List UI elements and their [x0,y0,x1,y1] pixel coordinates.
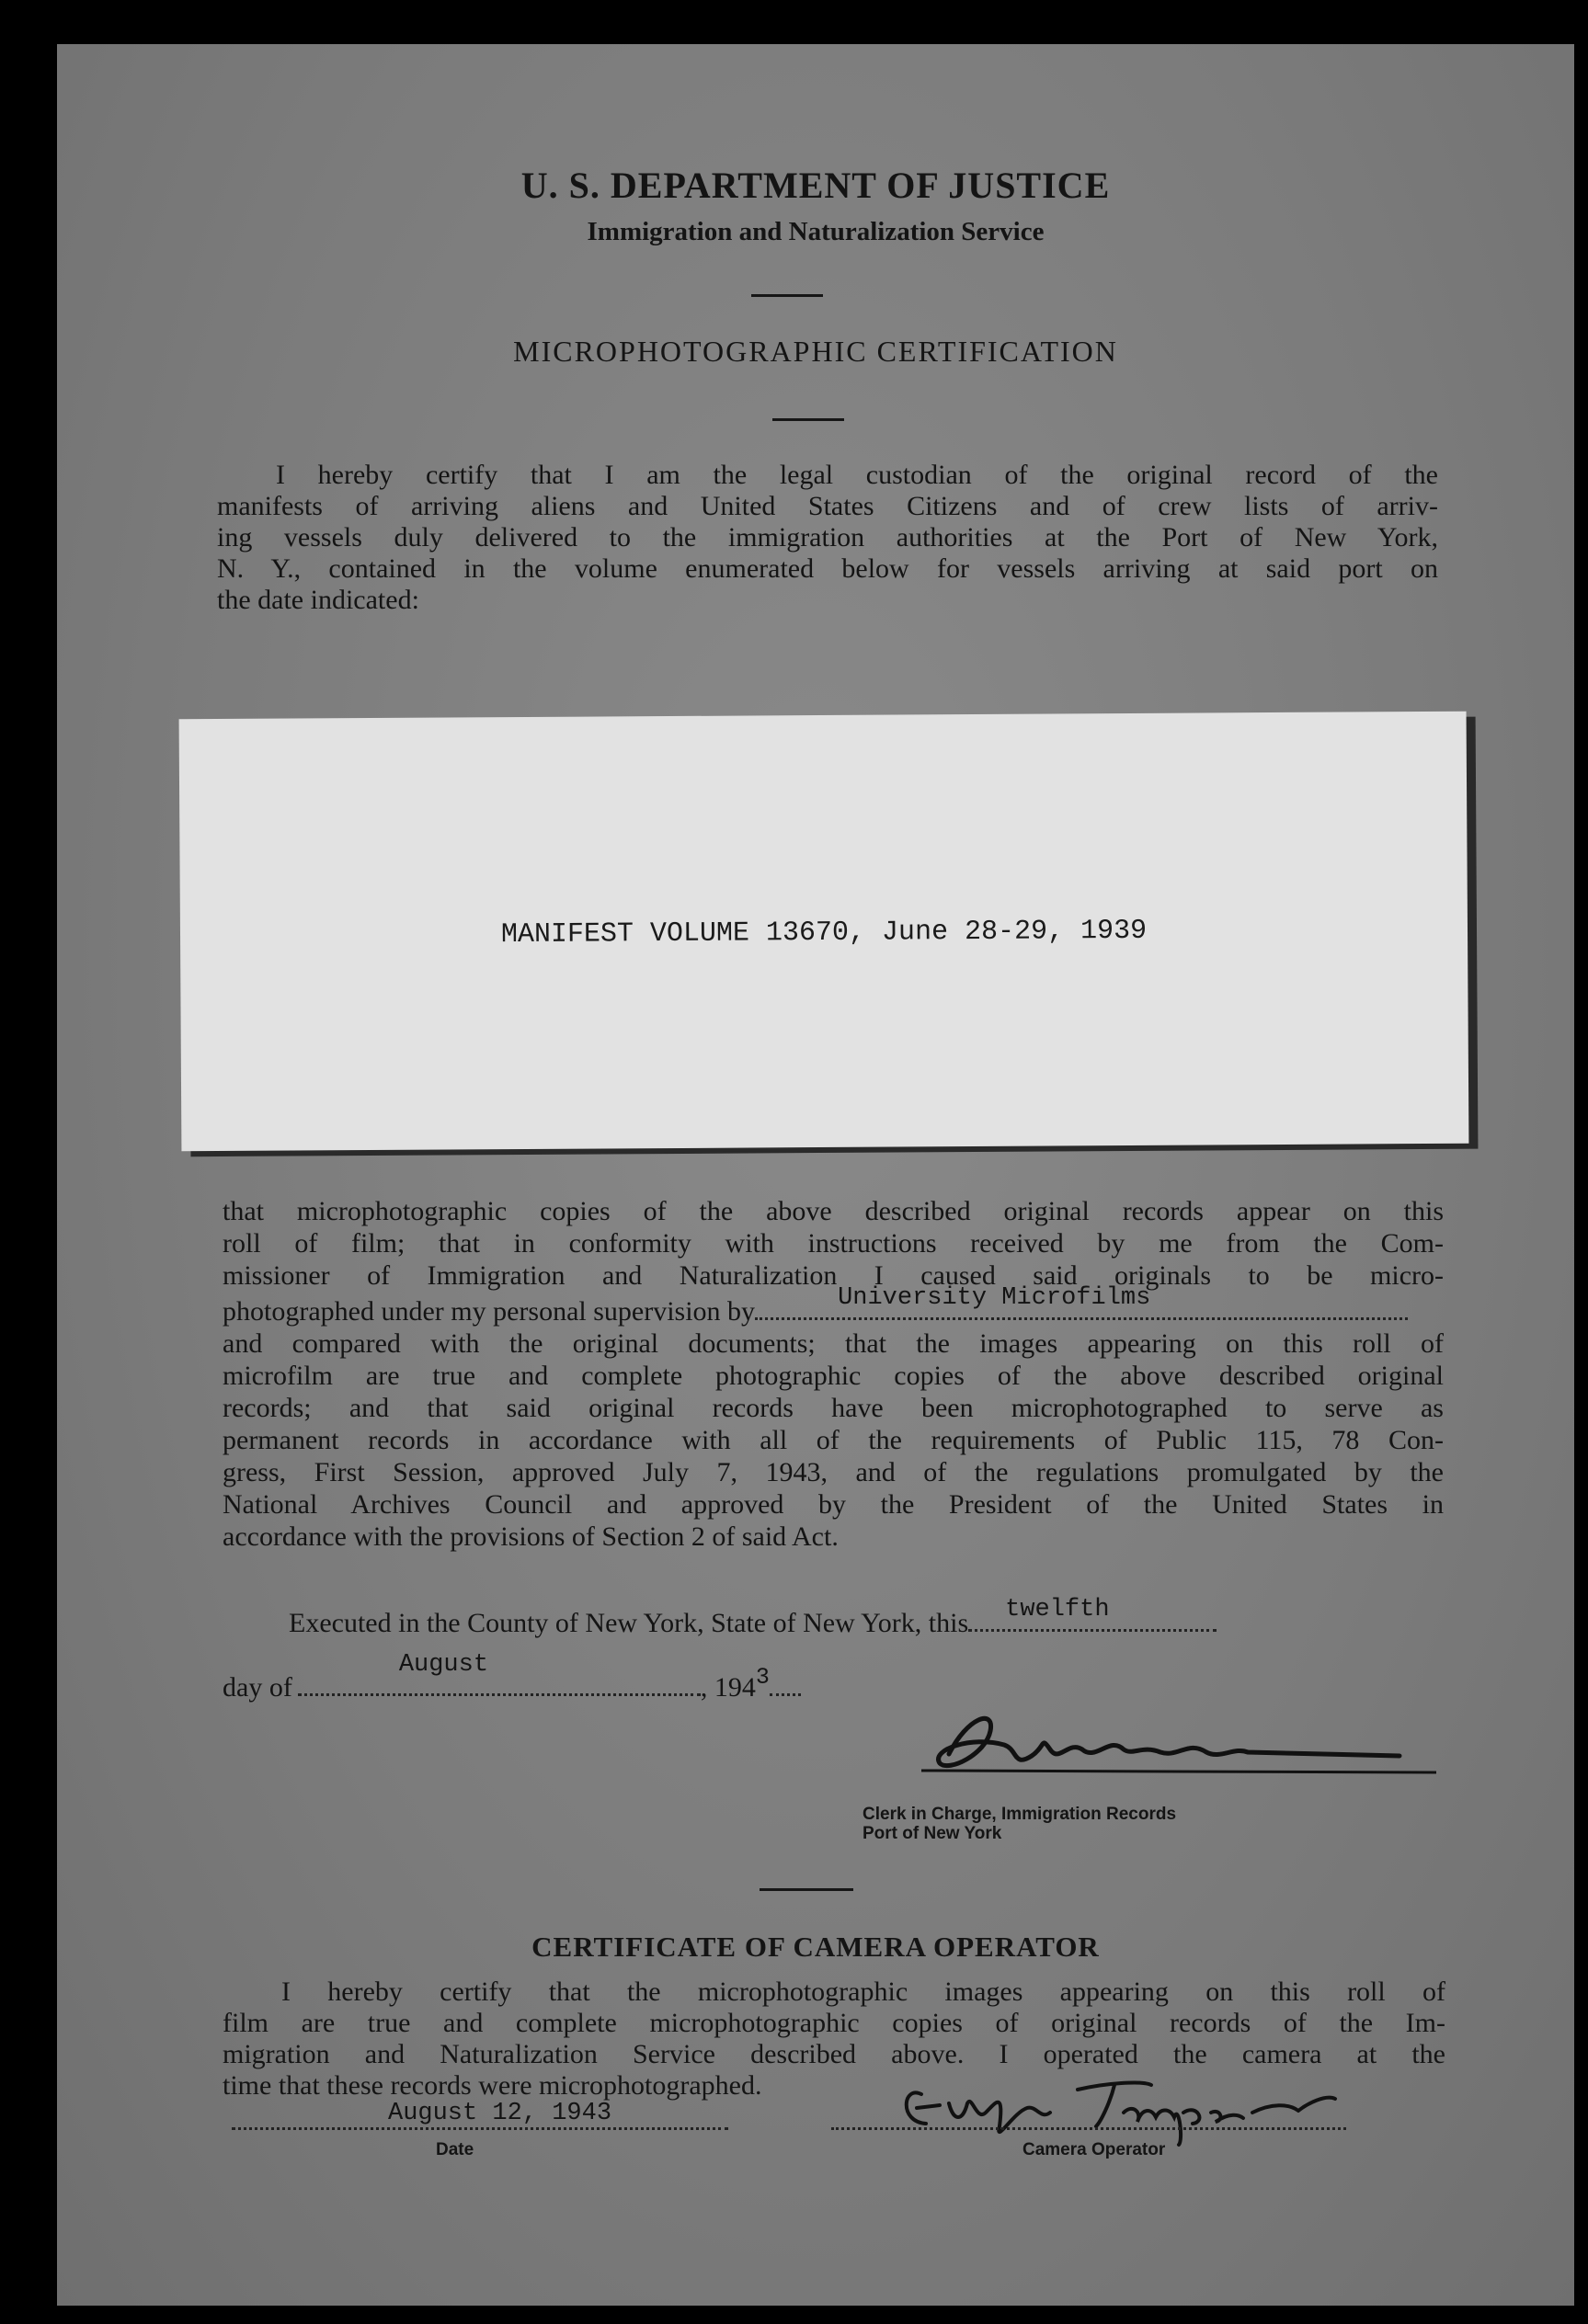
camera-line: time that these records were microphotographed. [223,2070,762,2101]
body-line: permanent records in accordance with all of the requirements of Public 115, 78 Con- [223,1425,1444,1455]
intro-line: ing vessels duly delivered to the immigration authorities at the Port of New York, [217,522,1438,553]
operator-label: Camera Operator [1022,2140,1166,2159]
body-line: records; and that said original records have been microphotographed to serve as [223,1393,1444,1423]
manifest-card [179,712,1469,1152]
clerk-title-line2: Port of New York [863,1824,1002,1843]
body-line: and compared with the original documents; that the images appearing on this roll of [223,1328,1444,1359]
executed-day: twelfth [1005,1596,1110,1623]
body-paragraph [223,1195,1444,1553]
operator-blank [831,2127,1346,2130]
day-of-label: day of [223,1672,292,1703]
date-label: Date [436,2140,474,2159]
day-blank [968,1596,1217,1632]
camera-line: I hereby certify that the microphotographic images appearing on this roll of [281,1977,1445,2007]
body-line: that microphotographic copies of the above described original records appear on this [223,1196,1444,1226]
body-line: accordance with the provisions of Section 2 of said Act. [223,1521,839,1552]
microfilm-company: University Microfilms [838,1284,1151,1312]
camera-heading: CERTIFICATE OF CAMERA OPERATOR [531,1931,1100,1963]
supervision-blank [755,1284,1408,1320]
certification-title: MICROPHOTOGRAPHIC CERTIFICATION [513,335,1118,368]
header-divider [751,294,823,297]
intro-line: N. Y., contained in the volume enumerated below for vessels arriving at said port on [217,553,1438,584]
supervision-prefix: photographed under my personal supervision by [223,1296,756,1327]
body-line: missioner of Immigration and Naturalization I caused said originals to be micro- [223,1260,1444,1291]
executed-prefix: Executed in the County of New York, State of New York, this [289,1608,969,1638]
camera-divider [760,1888,853,1891]
camera-operator-signature [866,2057,1381,2149]
clerk-signature [885,1699,1473,1800]
title-divider [772,418,844,421]
year-digit: 3 [755,1664,770,1691]
clerk-title-line1: Clerk in Charge, Immigration Records [863,1805,1177,1824]
body-line: gress, First Session, approved July 7, 1943, and of the regulations promulgated by the [223,1457,1444,1487]
camera-line: film are true and complete microphotographic copies of original records of the Im- [223,2008,1445,2038]
intro-line: I hereby certify that I am the legal custodian of the original record of the [276,460,1438,490]
manifest-volume-text: MANIFEST VOLUME 13670, June 28-29, 1939 [500,915,1148,951]
executed-line [289,1596,1217,1639]
service-subheading: Immigration and Naturalization Service [587,217,1045,246]
body-line: roll of film; that in conformity with instructions received by me from the Com- [223,1228,1444,1259]
body-line: National Archives Council and approved by the President of the United States in [223,1489,1444,1520]
intro-line: the date indicated: [217,585,419,615]
certificate-sheet [57,44,1574,2306]
camera-line: migration and Naturalization Service described above. I operated the camera at the [223,2039,1445,2069]
month-blank [298,1651,701,1696]
year-blank [770,1669,801,1696]
clerk-title [863,1805,1176,1843]
body-line: microfilm are true and complete photographic copies of the above described original [223,1361,1444,1391]
year-prefix: , 194 [700,1672,756,1703]
department-heading: U. S. DEPARTMENT OF JUSTICE [520,165,1111,206]
intro-line: manifests of arriving aliens and United States Citizens and of crew lists of arriv- [217,491,1438,521]
day-of-line [223,1651,801,1703]
date-blank [232,2127,728,2130]
camera-date: August 12, 1943 [388,2100,612,2127]
intro-paragraph [217,460,1438,616]
supervision-line [223,1284,1444,1327]
executed-month: August [398,1651,489,1679]
